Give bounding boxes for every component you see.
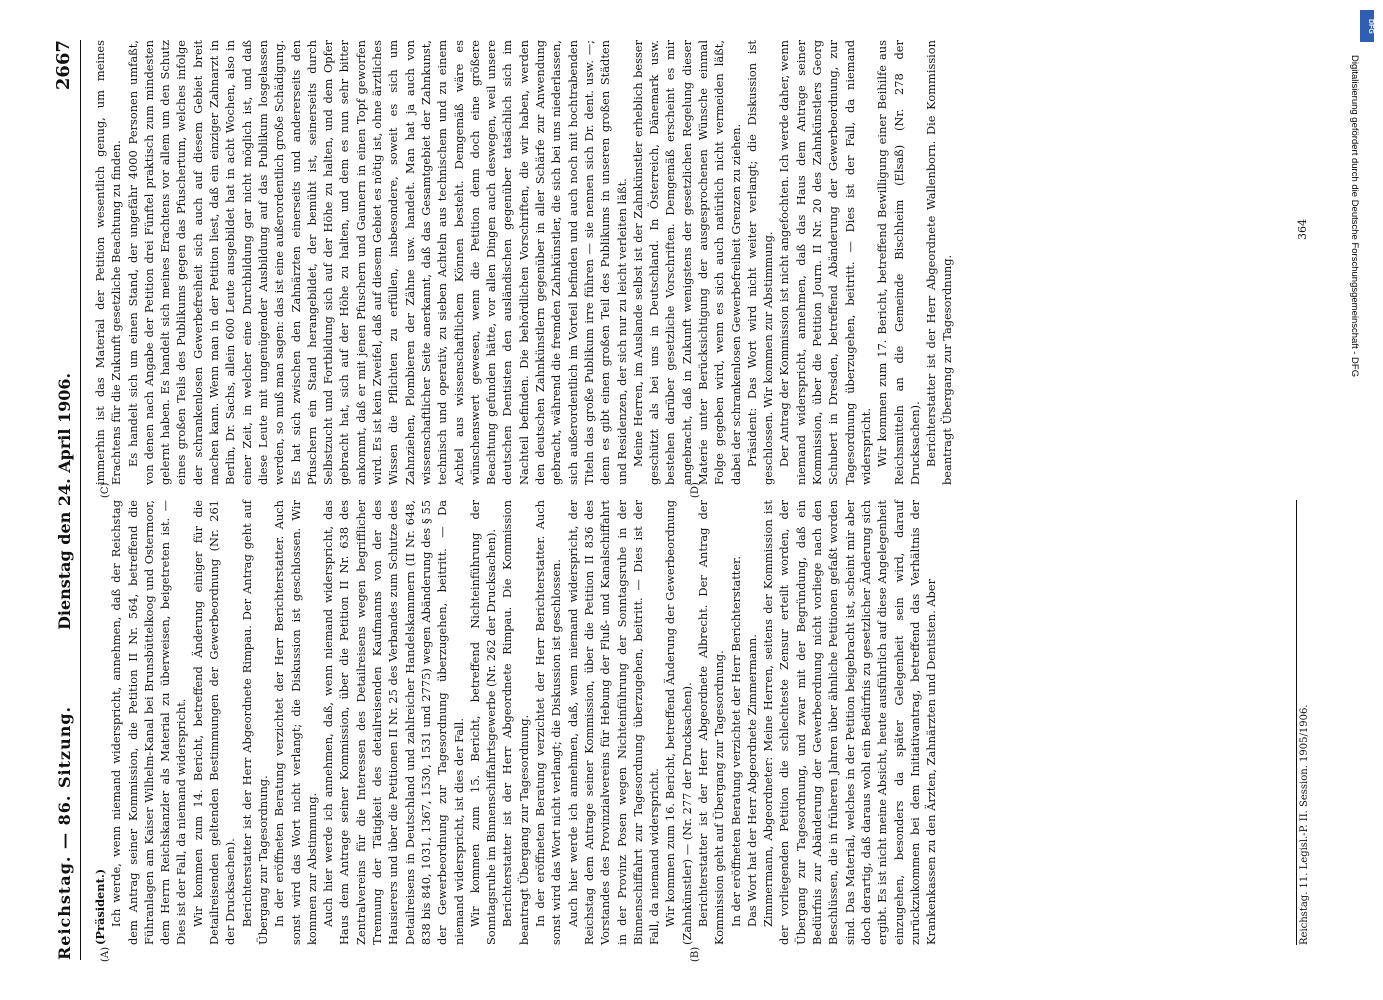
margin-marker-a: (A): [100, 946, 111, 962]
paragraph: Präsident: Das Wort wird nicht weiter verlangt; die Diskussion ist geschlossen. Wir kommen zur Abstimmung.: [744, 40, 776, 485]
paragraph: Auch hier werde ich annehmen, daß, wenn niemand widerspricht, der Reichstag dem Antrage seiner Kommission, über die Petition II 836 des Vorstandes des Provinzialvereins für Hebung der Fluß- und Kanalschiffahrt in der Provinz Posen wegen Nichteinführung der Sonntagsruhe in der Binnenschiffahrt zur Tagesordnung überzugehen, beitritt. — Dies ist der Fall, da niemand widerspricht.: [565, 500, 662, 945]
digitization-credit: [1340, 55, 1372, 955]
header-page-number: 2667: [53, 40, 74, 91]
paragraph: Der Antrag der Kommission ist nicht angefochten. Ich werde daher, wenn niemand widerspricht, annehmen, daß das Haus dem Antrage seiner Kommission, über die Petition Journ. II Nr. 20 des Zahnkünstlers Georg Schubert in Dresden, betreffend Abänderung der Gewerbeordnung, zur Tagesordnung überzugehen, beitritt. — Dies ist der Fall, da niemand widerspricht.: [777, 40, 873, 485]
margin-marker-d: (D): [690, 482, 701, 498]
paragraph: Wir kommen zum 15. Bericht, betreffend Nichteinführung der Sonntagsruhe im Binnenschiffahrtsgewerbe (Nr. 262 der Drucksachen).: [467, 500, 499, 945]
paragraph: (Präsident.): [93, 868, 107, 945]
paragraph: In der eröffneten Beratung verzichtet der Herr Berichterstatter. Auch sonst wird das Wort nicht verlangt; die Diskussion ist geschlossen. Wir kommen zur Abstimmung.: [272, 500, 319, 945]
paragraph: Berichterstatter ist der Herr Abgeordnete Rimpau. Der Antrag geht auf Übergang zur Tagesordnung.: [239, 500, 270, 945]
paragraph: Berichterstatter ist der Herr Abgeordnete Wallenborn. Die Kommission beantragt Übergang zur Tagesordnung.: [924, 40, 955, 485]
margin-marker-c: (C): [100, 482, 111, 498]
paragraph: Auch hier werde ich annehmen, daß, wenn niemand widerspricht, das Haus dem Antrage seiner Kommission, über die Petition II Nr. 638 des Zentralvereins für die Interessen des Detailreisens wegen begrifflicher Trennung der Tätigkeit des detailreisenden Kaufmanns von der des Hausierers und über die Petitionen II Nr. 25 des Verbandes zum Schutze des Detailreisens in Deutschland und zahlreicher Handelskammern (II Nr. 648, 838 bis 840, 1031, 1367, 1530, 1531 und 2775) wegen Abänderung des § 55 der Gewerbeordnung zur Tagesordnung überzugehen, beitritt. — Da niemand widerspricht, ist dies der Fall.: [321, 500, 466, 945]
margin-marker-b: (B): [690, 946, 701, 962]
page-header: [40, 40, 81, 960]
paragraph: Berichterstatter ist der Herr Abgeordnete Rimpau. Die Kommission beantragt Übergang zur Tagesordnung.: [500, 500, 531, 945]
paragraph: Berichterstatter ist der Herr Abgeordnete Albrecht. Der Antrag der Kommission geht auf Übergang zur Tagesordnung.: [695, 500, 727, 945]
paragraph: Wir kommen zum 16. Bericht, betreffend Änderung der Gewerbeordnung (Zahnkünstler) — (Nr. 277 der Drucksachen).: [663, 500, 694, 945]
paragraph: Wir kommen zum 14. Bericht, betreffend Änderung einiger für die Detailreisenden geltenden Bestimmungen der Gewerbeordnung (Nr. 261 der Drucksachen).: [190, 500, 238, 945]
paragraph: Wir kommen zum 17. Bericht, betreffend Bewilligung einer Beihilfe aus Reichsmitteln an die Gemeinde Bischheim (Elsaß) (Nr. 278 der Drucksachen).: [875, 40, 922, 485]
paragraph: Meine Herren, im Auslande selbst ist der Zahnkünstler erheblich besser geschützt als bei uns in Deutschland. In Österreich, Dänemark usw. bestehen darüber gesetzliche Vorschriften. Demgemäß erscheint es mir angebracht, daß in Zukunft wenigstens der gesetzlichen Regelung dieser Materie unter Berücksichtigung der ausgesprochenen Wünsche einmal Folge gegeben wird, wenn es sich auch natürlich nicht vermeiden läßt, dabei der schrankenlosen Gewerbefreiheit Grenzen zu ziehen.: [630, 40, 743, 485]
header-date: Dienstag den 24. April 1906.: [55, 372, 74, 630]
paragraph: Es handelt sich um einen Stand, der ungefähr 4000 Personen umfaßt, von denen nach Angabe der Petition drei Fünftel praktisch zum mindesten gelernt haben. Es handelt sich meines Erachtens vor allem um den Schutz eines großen Teils des Publikums gegen das Pfuschertum, welches infolge der schrankenlosen Gewerbefreiheit sich auch auf diesem Gebiet breit machen kann. Wenn man in der Petition liest, daß ein einziger Zahnarzt in Berlin, Dr. Sachs, allein 600 Leute ausgebildet hat in acht Wochen, also in einer Zeit, in welcher eine Durchbildung gar nicht möglich ist, und daß diese Leute mit ungenügender Ausbildung auf das Publikum losgelassen werden, so muß man sagen: das ist eine außerordentlich große Schädigung. Es hat sich zwischen den Zahnärzten einerseits und andererseits den Pfuschern ein Stand herangebildet, der bemüht ist, seinerseits durch Selbstzucht und Fortbildung sich auf der Höhe zu halten, und dem Opfer gebracht hat, sich auf der Höhe zu halten, und dem es nun sehr bitter ankommt, daß er mit jenen Pfuschern und Gaunern in einen Topf geworfen wird. Es ist kein Zweifel, daß auf diesem Gebiet es nötig ist, ohne ärztliches Wissen die Pflichten zu erfüllen, insbesondere, soweit es sich um Zahnziehen, Plombieren der Zähne usw. handelt. Man hat ja auch von wissenschaftlicher Seite anerkannt, daß das Gesamtgebiet der Zahnkunst, technisch und operativ, zu sieben Achteln aus technischem und zu einem Achtel aus wissenschaftlichem Können besteht. Demgemäß wäre es wünschenswert gewesen, wenn die Petition denn doch eine größere Beachtung gefunden hätte, vor allen Dingen auch deswegen, weil unsere deutschen Dentisten den ausländischen gegenüber tatsächlich sich im Nachteil befinden. Die behördlichen Vorschriften, die wir haben, werden den deutschen Zahnkünstlern gegenüber in aller Schärfe zur Anwendung gebracht, während die fremden Zahnkünstler, die sich bei uns niederlassen, sich außerordentlich im Vorteil befinden und auch noch mit hochtrabenden Titeln das große Publikum irre führen — sie nennen sich Dr. dent. usw. —; denn es gibt einen großen Teil des Publikums in unseren großen Städten und Residenzen, der sich nur zu leicht verleiten läßt.: [125, 40, 629, 485]
page-footer: Reichstag. 11. Legisl.-P. II. Session. 1905/1906.: [1296, 500, 1310, 945]
right-text-column: [92, 40, 956, 485]
paragraph: immerhin ist das Material der Petition wesentlich genug, um meines Erachtens für die Zukunft gesetzliche Beachtung zu finden.: [93, 40, 124, 485]
paragraph: In der eröffneten Beratung verzichtet der Herr Berichterstatter.: [728, 556, 743, 927]
dfg-logo: DFG: [1360, 10, 1374, 42]
credit-text: Digitalisierung gefördert durch die Deutsche Forschungsgemeinschaft - DFG: [1349, 55, 1360, 378]
footer-page-number: 364: [1296, 219, 1309, 240]
header-session: Reichstag. — 86. Sitzung.: [55, 705, 74, 960]
paragraph: Das Wort hat der Herr Abgeordnete Zimmermann.: [744, 634, 759, 927]
paragraph: Ich werde, wenn niemand widerspricht, annehmen, daß der Reichstag dem Antrag seiner Kommission, die Petition II Nr. 564, betreffend die Führanlagen am Kaiser Wilhelm-Kanal bei Brunsbüttelkoog und Ostermoor, dem Herrn Reichskanzler als Material zu überweisen, beigetreten ist. — Dies ist der Fall, da niemand widerspricht.: [109, 500, 189, 945]
paragraph: In der eröffneten Beratung verzichtet der Herr Berichterstatter. Auch sonst wird das Wort nicht verlangt; die Diskussion ist geschlossen.: [533, 500, 564, 945]
paragraph: Zimmermann, Abgeordneter: Meine Herren, seitens der Kommission ist der vorliegenden Petition die schlechteste Zensur erteilt worden, der Übergang zur Tagesordnung, und zwar mit der Begründung, daß ein Bedürfnis zur Abänderung der Gewerbeordnung nicht vorliege nach den Beschlüssen, die in früheren Jahren über ähnliche Petitionen gefaßt worden sind. Das Material, welches in der Petition beigebracht ist, scheint mir aber doch derartig, daß daraus wohl ein Bedürfnis zu gesetzlicher Änderung sich ergibt. Es ist nicht meine Absicht, heute ausführlich auf diese Angelegenheit einzugehen, besonders da später Gelegenheit sein wird, darauf zurückzukommen bei dem Initiativantrag, betreffend das Verhältnis der Krankenkassen zu den Ärzten, Zahnärzten und Dentisten. Aber: [761, 500, 939, 945]
left-text-column: [92, 500, 939, 945]
